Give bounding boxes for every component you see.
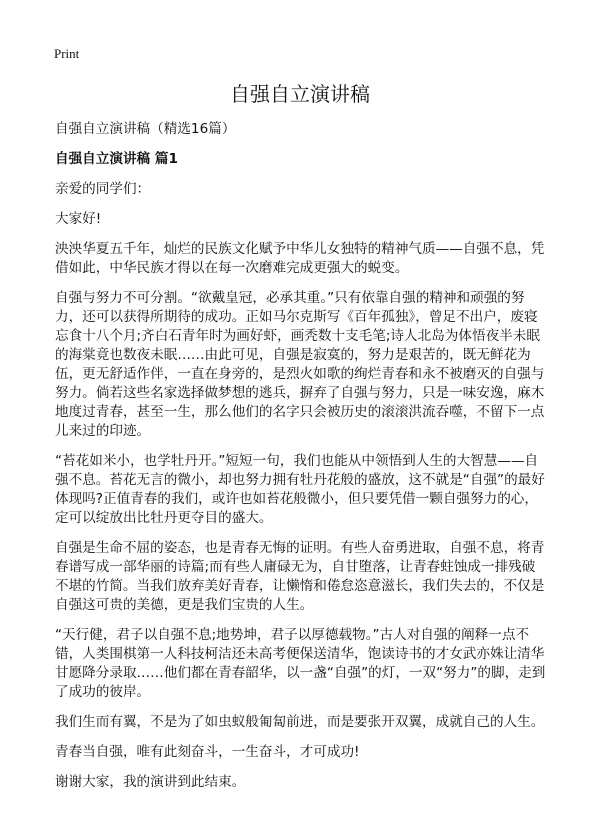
paragraph: 自强与努力不可分割。“欲戴皇冠，必承其重。”只有依靠自强的精神和顽强的努力，还可以获得所期待的成功。正如马尔克斯写《百年孤独》，曾足不出户，废寝忘食十八个月;齐白石青年时为画好虾，画秃数十支毛笔;诗人北岛为体悟夜半未眠的海棠竟也数夜未眠……由此可见，自强是寂寞的，努力是艰苦的，既无鲜花为伍，更无舒适作伴，一直在身旁的，是烈火如歌的绚烂青春和永不被磨灭的自强与努力。倘若这些名家选择做梦想的逃兵，摒弃了自强与努力，只是一味安逸，麻木地度过青春，甚至一生，那么他们的名字只会被历史的滚滚洪流吞噬，不留下一点儿来过的印迹。 xyxy=(55,290,545,439)
print-link[interactable]: Print xyxy=(54,46,80,61)
paragraph: “天行健，君子以自强不息;地势坤，君子以厚德载物。”古人对自强的阐释一点不错，人类围棋第一人科技柯洁还未高考便保送清华，饱读诗书的才女武亦姝让清华甘愿降分录取……他们都在青春韶华，以一盏“自强”的灯，一双“努力”的脚，走到了成功的彼岸。 xyxy=(55,627,546,700)
paragraph: 青春当自强，唯有此刻奋斗，一生奋斗，才可成功! xyxy=(55,744,360,760)
section-heading: 自强自立演讲稿 篇1 xyxy=(55,151,178,167)
document-subtitle: 自强自立演讲稿（精选16篇） xyxy=(55,121,236,137)
paragraph: 大家好! xyxy=(55,211,102,227)
paragraph: 谢谢大家，我的演讲到此结束。 xyxy=(55,774,246,790)
paragraph: 自强是生命不屈的姿态，也是青春无悔的证明。有些人奋勇进取，自强不息，将青春谱写成一部华丽的诗篇;而有些人庸碌无为，自甘堕落，让青春蛀蚀成一排残破不堪的竹简。当我们放弃美好青春，让懒惰和倦怠恣意滋长，我们失去的，不仅是自强这可贵的美德，更是我们宝贵的人生。 xyxy=(55,540,545,613)
paragraph: 我们生而有翼，不是为了如虫蚁般匍匐前进，而是要张开双翼，成就自己的人生。 xyxy=(55,714,545,730)
document-title: 自强自立演讲稿 xyxy=(230,82,370,106)
document-body xyxy=(55,120,547,803)
paragraph: 泱泱华夏五千年，灿烂的民族文化赋予中华儿女独特的精神气质——自强不息，凭借如此，中华民族才得以在每一次磨难完成更强大的蜕变。 xyxy=(55,241,545,276)
paragraph: 亲爱的同学们： xyxy=(55,181,151,197)
paragraph: “苔花如米小，也学牡丹开。”短短一句，我们也能从中领悟到人生的大智慧——自强不息。苔花无言的微小，却也努力拥有牡丹花般的盛放，这不就是“自强”的最好体现吗?正值青春的我们，或许也如苔花般微小，但只要凭借一颗自强努力的心，定可以绽放出比牡丹更夺目的盛大。 xyxy=(55,453,545,526)
